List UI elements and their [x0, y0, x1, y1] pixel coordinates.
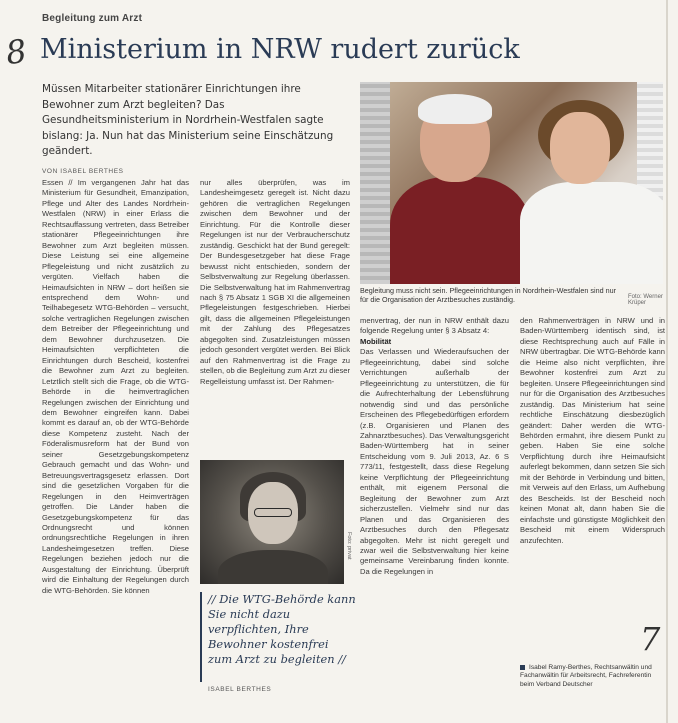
- quote-accent-bar: [200, 592, 202, 682]
- article-column-2: [200, 178, 350, 418]
- column-3-subhead: Mobilität: [360, 336, 392, 346]
- pull-quote: // Die WTG-Behörde kann Sie nicht dazu verpflichten, Ihre Bewohner kostenfrei zum Arzt zu begleiten //: [208, 592, 356, 666]
- author-bio-square-icon: [520, 665, 525, 670]
- pull-quote-author: ISABEL BERTHES: [208, 686, 272, 693]
- column-3-intro: menvertrag, der nun in NRW enthält dazu folgende Regelung unter § 3 Absatz 4:: [360, 316, 509, 336]
- author-portrait: [200, 460, 344, 584]
- page-edge: [666, 0, 668, 723]
- article-column-1: [42, 178, 189, 708]
- article-column-3: [360, 316, 509, 706]
- photo-window-shutter: [360, 82, 390, 284]
- article-lead: Müssen Mitarbeiter stationärer Einrichtungen ihre Bewohner zum Arzt begleiten? Das Gesundheitsministerium in Nordrhein-Westfalen sagte bislang: Ja. Nun hat das Ministerium seine Einschätzung geändert.: [42, 83, 334, 157]
- portrait-credit: Foto: privat: [346, 532, 352, 560]
- handwritten-margin-mark: 8: [3, 31, 29, 73]
- handwritten-page-number: 7: [640, 620, 661, 658]
- column-2-text: nur alles überprüfen, was im Landesheimgesetz geregelt ist. Nicht dazu gehören die vertraglichen Regelungen zwischen dem Bewohner und der Einrichtung. Für die Kontrolle dieser Regelungen ist nur der Verbraucherschutz zuständig. Geschickt hat der Bund geregelt: Der Bundesgesetzgeber hat diese Frage bewusst nicht entschieden, sondern der Selbstverwaltung zur Regelung überlassen. Die Selbstverwaltung hat im Rahmenvertrag nach § 75 Absatz 1 SGB XI die allgemeinen Pflegeleistungen festgeschrieben. Hierbei gilt, dass die allgemeinen Pflegeleistungen mit der Zahlung des Pflegesatzes abgegolten sind. Zusatzleistungen müssen jedoch gesondert vergütet werden. Bei Blick auf den Rahmenvertrag ist die Frage zu stellen, ob die Begleitung zum Arzt zu dieser Regelleistung umfasst ist. Der Rahmen-: [200, 178, 350, 386]
- photo-man-hair: [418, 94, 492, 124]
- author-bio-text: Isabel Ramy-Berthes, Rechtsanwältin und Fachanwältin für Arbeitsrecht, Fachreferentin beim Verband Deutscher: [520, 664, 652, 688]
- portrait-shoulders: [218, 550, 328, 584]
- article-byline: VON ISABEL BERTHES: [42, 168, 124, 175]
- photo-caption: Begleitung muss nicht sein. Pflegeeinrichtungen in Nordrhein-Westfalen sind nur für die Organisation der Arztbesuches zuständig.: [360, 286, 616, 304]
- column-4-text: den Rahmenverträgen in NRW und in Baden-Württemberg identisch sind, ist diese Rechtsprechung auch auf Fälle in NRW übertragbar. Die WTG-Behörde kann die Heime also nicht verpflichten, ihre Bewohner kostenfrei zum Arzt zu begleiten. Unsere Pflegeeinrichtungen sind nur für die Organisation des Arztbesuches zuständig. Das Ministerium hat seine rechtliche Einschätzung diesbezüglich geändert: Daher werden die WTG-Behörden ermahnt, ihre diesem Punkt zu geben. Haben Sie eine solche Verpflichtung durch ihre Heimaufsicht auferlegt bekommen, dann setzen Sie sich mit der Behörde in Verbindung und bitten, mit Verweis auf den Erlass, um Aufhebung des Bescheids. Ist der Bescheid noch keinen Monat alt, dann haben Sie die einfachste und günstigste Möglichkeit den Bescheid mit einem Widerspruch anzufechten.: [520, 316, 665, 545]
- photo-elderly-man: [390, 177, 530, 284]
- article-column-4: [520, 316, 665, 576]
- photo-caregiver: [520, 182, 663, 284]
- article-photo: [360, 82, 663, 284]
- photo-woman-head: [550, 112, 610, 184]
- column-3-text: Das Verlassen und Wiederaufsuchen der Pflegeeinrichtung, dabei sind solche Verrichtungen außerhalb der Pflegeeinrichtung zu unterstützen, die für die Aufrechterhaltung der Lebensführung notwendig sind und das persönliche Erscheinen des Pflegebedürftigen erfordern (z.B. Organisieren und Planen des Zahnarztbesuches). Das Verwaltungsgericht Baden-Württemberg hat in seiner Entscheidung vom 9. Juli 2013, Az. 6 S 773/11, festgestellt, dass diese Regelung keine Verpflichtung der Pflegeeinrichtung enthält, mit eigenem Personal die Begleitung der Bewohner zum Arzt sicherzustellen. Vielmehr sind nur das Planen und das Organisieren des Arztbesuches durch den Pflegesatz abgegolten. Mehr ist nicht geregelt und zwar weil die Selbstverwaltung hier keine gemeinsame Vereinbarung finden konnte. Da die Regelungen in: [360, 347, 509, 576]
- article-kicker: Begleitung zum Arzt: [42, 13, 143, 24]
- article-headline: Ministerium in NRW rudert zurück: [40, 34, 520, 65]
- author-bio: [520, 664, 662, 689]
- portrait-glasses: [254, 508, 292, 517]
- column-1-text: Essen // Im vergangenen Jahr hat das Ministerium für Gesundheit, Emanzipation, Pflege und Alter des Landes Nordrhein-Westfalen (NRW) in einer Erlass die Rechtsauffassung vertreten, dass Betreiber stationärer Pflegeeinrichtungen ihre Bewohner zum Arzt begleiten müssen. Diese Leistung sei eine allgemeine Pflegeleistung und nicht zusätzlich zu vergüten. Vielfach haben die Heimaufsichten in NRW – dort heißen sie entsprechend dem Wohn- und Teilhabegesetz WTG-Behörden – versucht, solche vertraglichen Regelungen zwischen dem Betreiber der Pflegeeinrichtung und dem Bewohner durchzusetzen. Die Heimaufsichten verpflichteten die Einrichtungen durch Bescheid, kostenfrei die Bewohner zum Arzt zu begleiten. Letztlich stellt sich die Frage, ob die WTG-Behörde in die heimvertraglichen Regelungen zwischen der Einrichtung und dem Bewohner eingreifen kann. Dabei kommt es darauf an, ob der WTG-Behörde diese Kompetenz zusteht. Nach der Föderalismusreform hat der Bund von seiner Gesetzgebungskompetenz Gebrauch gemacht und das Wohn- und Betreuungsvertragsgesetz erlassen. Dort sind die gesetzlichen Vorgaben für die Regelungen in den Heimverträgen getroffen. Die Länder haben die Gesetzgebungskompetenz für das Ordnungsrecht und können ordnungsrechtliche Regelungen in ihren Landesheimgesetzen treffen. Diese Regelungen beziehen jedoch nur die Ausgestaltung der Einrichtung. Überprüft wird die Einhaltung der Regelungen durch die WTG-Behörden. Sie können: [42, 178, 189, 595]
- photo-credit: Foto: Werner Krüper: [628, 294, 663, 306]
